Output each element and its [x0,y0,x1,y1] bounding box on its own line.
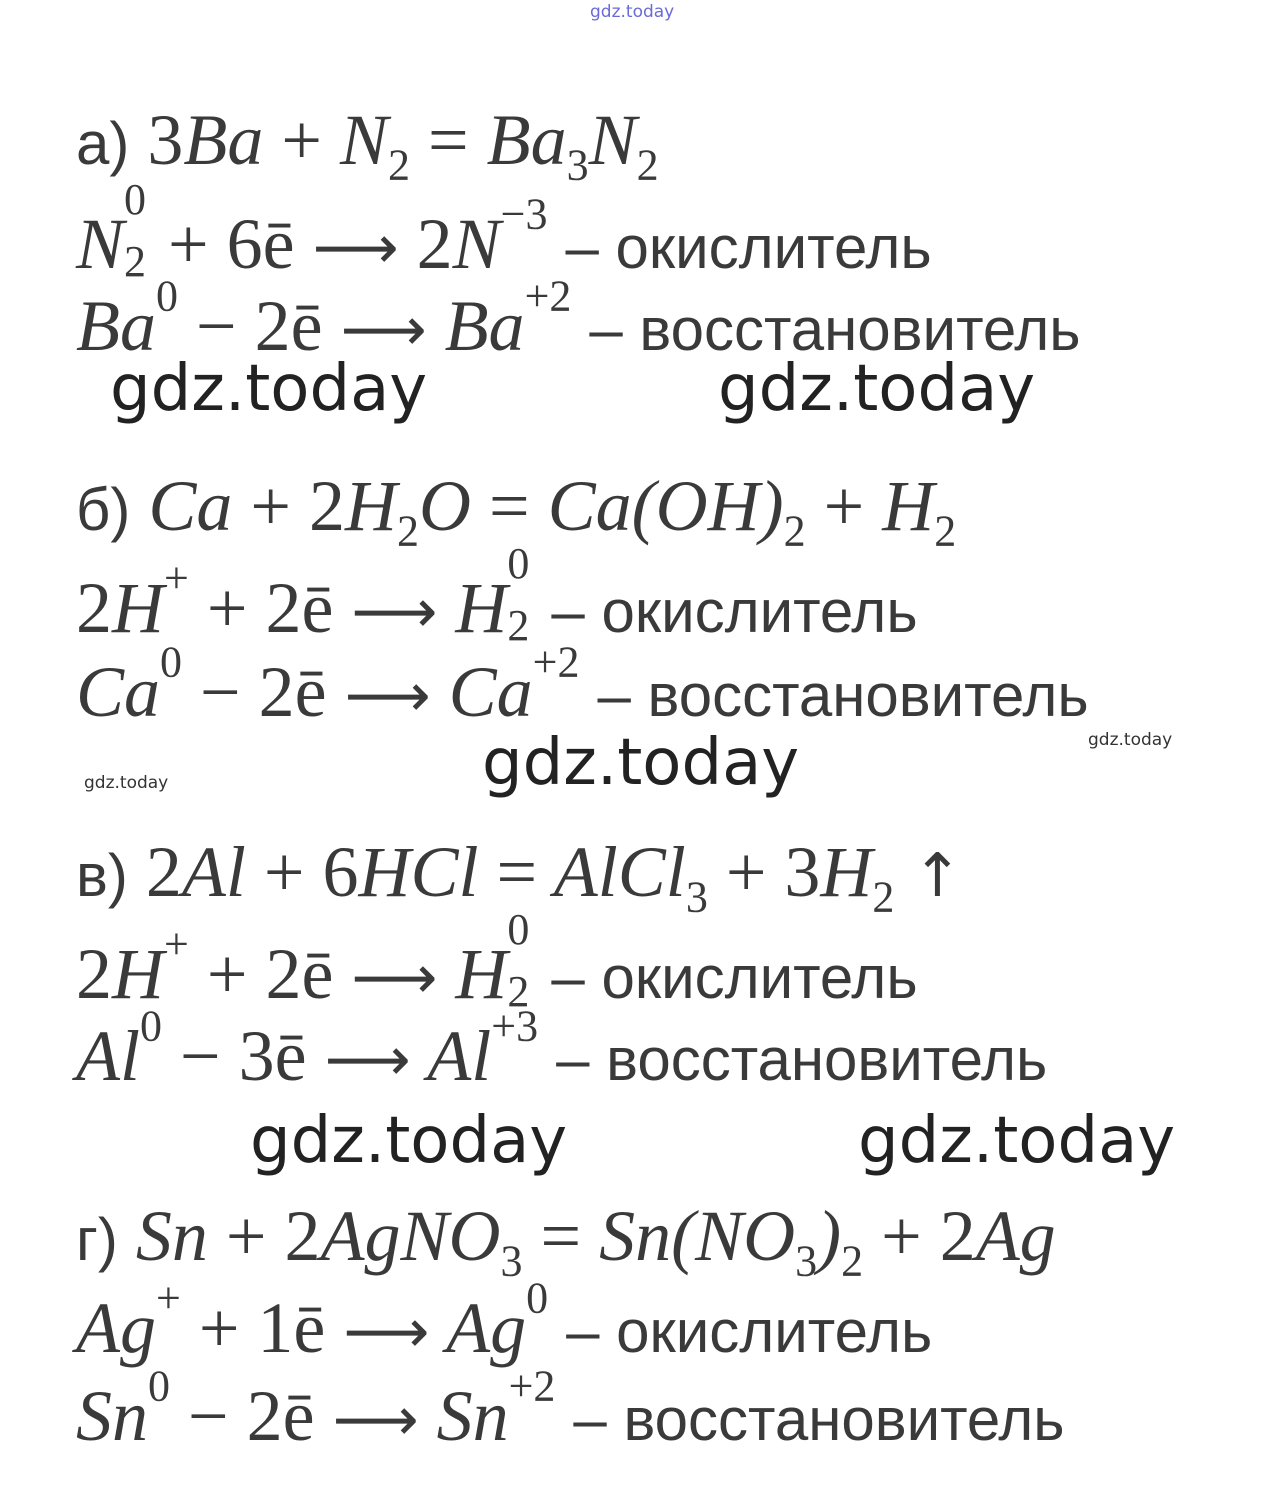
watermark-small: gdz.today [1088,730,1173,750]
reaction-b-half-reducer: Ca$^0$ − 2ē ⟶ $Ca^{+2}$ – восстановитель [76,637,1089,732]
reaction-v-equation: в) 2Al + 6HCl = AlCl$_3$ + $3H_2$ ↑ [76,832,963,922]
watermark-small: gdz.today [84,773,169,793]
role-oxidizer: – окислитель [565,214,932,281]
role-reducer: – восстановитель [556,1026,1048,1093]
role-reducer: – восстановитель [597,662,1089,729]
watermark-big: gdz.today [110,352,428,426]
label-b: б) [76,476,131,543]
watermark-big: gdz.today [482,726,800,800]
reaction-v-half-reducer: Al$^0$ − 3ē ⟶ $Al^{+3}$ – восстановитель [76,1001,1048,1096]
reaction-b-equation: б) $Ca + 2H_2O = Ca(OH)_2 + H_2$ [76,466,957,556]
role-oxidizer: – окислитель [551,578,918,645]
reaction-a-half-oxidizer: N 0 2 + 6ē ⟶ $2N^{-3}$ – окислитель [76,175,932,286]
role-reducer: – восстановитель [589,296,1081,363]
reaction-a-equation: а) $3Ba + N_2 = Ba_3N_2$ [76,100,659,190]
reaction-a-half-reducer: Ba$^0$ − 2ē ⟶ $Ba^{+2}$ – восстановитель [76,271,1081,366]
role-oxidizer: – окислитель [551,944,918,1011]
watermark-big: gdz.today [858,1104,1176,1178]
watermark-big: gdz.today [718,352,1036,426]
label-g: г) [76,1206,118,1273]
watermark-top: gdz.today [590,2,675,22]
reaction-b-half-oxidizer: 2H+ + 2ē ⟶ H 0 2 – окислитель [76,539,918,650]
role-reducer: – восстановитель [573,1386,1065,1453]
reaction-g-equation: г) Sn + 2AgNO$_3$ = $Sn(NO_3)_2 + 2Ag$ [76,1196,1056,1286]
label-a: а) [76,110,130,177]
watermark-big: gdz.today [250,1104,568,1178]
label-v: в) [76,842,128,909]
reaction-g-half-reducer: Sn$^0$ − 2ē ⟶ $Sn^{+2}$ – восстановитель [76,1361,1065,1456]
role-oxidizer: – окислитель [566,1298,933,1365]
reaction-g-half-oxidizer: Ag+ + 1ē ⟶ Ag$^0$ – окислитель [76,1273,933,1368]
reaction-v-half-oxidizer: 2H+ + 2ē ⟶ H 0 2 – окислитель [76,905,918,1016]
